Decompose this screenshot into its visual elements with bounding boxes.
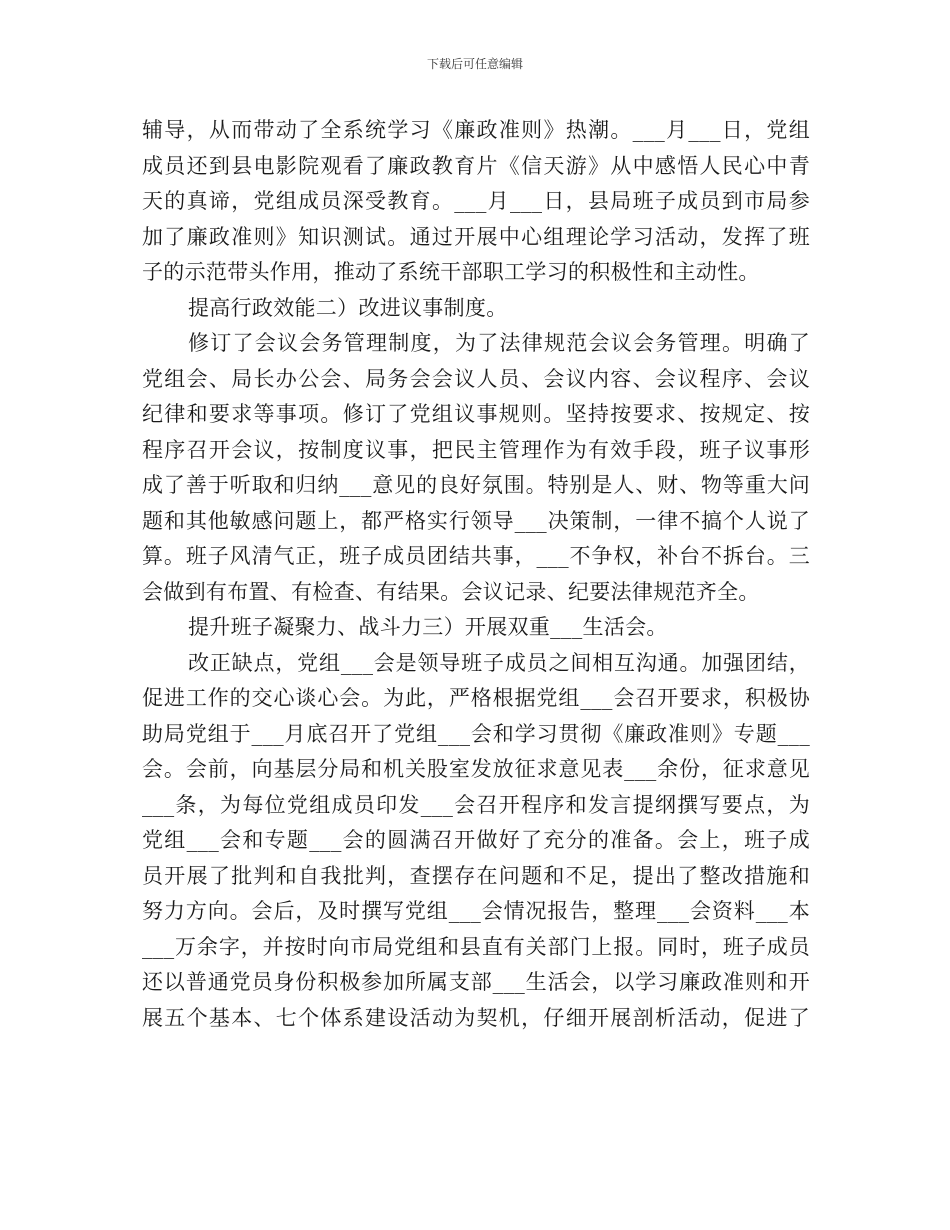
document-body [142, 113, 810, 1036]
text-line: 辅导，从而带动了全系统学习《廉政准则》热潮。___月___日，党组 [142, 118, 810, 142]
text-line: 党组___会和专题___会的圆满召开做好了充分的准备。会上，班子成 [142, 828, 810, 852]
text-line: 纪律和要求等事项。修订了党组议事规则。坚持按要求、按规定、按 [142, 402, 810, 426]
text-line: 党组会、局长办公会、局务会会议人员、会议内容、会议程序、会议 [142, 366, 810, 391]
text-line: 员开展了批判和自我批判，查摆存在问题和不足，提出了整改措施和 [142, 863, 810, 888]
text-line: 加了廉政准则》知识测试。通过开展中心组理论学习活动，发挥了班 [142, 224, 810, 249]
text-line: ___万余字，并按时向市局党组和县直有关部门上报。同时，班子成员 [142, 934, 810, 959]
text-line: 提高行政效能二）改进议事制度。 [188, 295, 508, 320]
text-line: 修订了会议会务管理制度，为了法律规范会议会务管理。明确了 [188, 331, 810, 355]
text-line: 会做到有布置、有检查、有结果。会议记录、纪要法律规范齐全。 [142, 579, 760, 604]
text-line: 会。会前，向基层分局和机关股室发放征求意见表___余份，征求意见 [142, 757, 810, 781]
text-line: 展五个基本、七个体系建设活动为契机，仔细开展剖析活动，促进了 [142, 1005, 810, 1030]
text-line: 成员还到县电影院观看了廉政教育片《信天游》从中感悟人民心中青 [142, 153, 810, 178]
text-line: 还以普通党员身份积极参加所属支部___生活会，以学习廉政准则和开 [142, 970, 810, 994]
text-line: 天的真谛，党组成员深受教育。___月___日，县局班子成员到市局参 [142, 189, 810, 213]
page-header: 下载后可任意编辑 [426, 57, 523, 71]
text-line: 算。班子风清气正，班子成员团结共事，___不争权，补台不拆台。三 [142, 544, 810, 568]
text-line: 助局党组于___月底召开了党组___会和学习贯彻《廉政准则》专题___ [142, 721, 810, 746]
text-line: 促进工作的交心谈心会。为此，严格根据党组___会召开要求，积极协 [142, 686, 810, 710]
text-line: 子的示范带头作用，推动了系统干部职工学习的积极性和主动性。 [142, 260, 760, 284]
text-line: 题和其他敏感问题上，都严格实行领导___决策制，一律不搞个人说了 [142, 508, 810, 533]
text-line: 成了善于听取和归纳___意见的良好氛围。特别是人、财、物等重大问 [142, 473, 810, 497]
text-line: 提升班子凝聚力、战斗力三）开展双重___生活会。 [188, 615, 668, 639]
text-line: 程序召开会议，按制度议事，把民主管理作为有效手段，班子议事形 [142, 437, 810, 462]
text-line: ___条，为每位党组成员印发___会召开程序和发言提纲撰写要点，为 [142, 792, 810, 817]
text-line: 改正缺点，党组___会是领导班子成员之间相互沟通。加强团结， [188, 650, 810, 675]
text-line: 努力方向。会后，及时撰写党组___会情况报告，整理___会资料___本 [142, 899, 810, 923]
